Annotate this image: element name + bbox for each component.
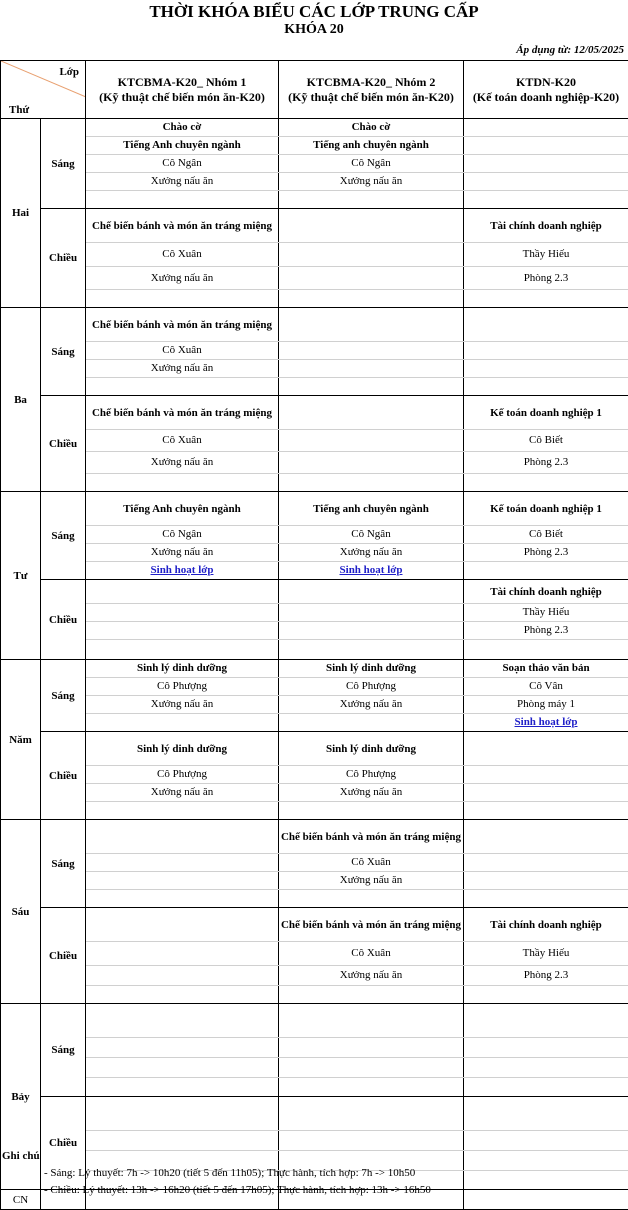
schedule-cell <box>464 1058 628 1078</box>
schedule-cell <box>86 714 279 732</box>
schedule-cell <box>279 430 464 452</box>
table-row <box>1 378 628 396</box>
schedule-cell: Thầy Hiếu <box>464 942 628 966</box>
table-row <box>1 1097 628 1131</box>
schedule-cell <box>279 1097 464 1131</box>
class-name: (Kỹ thuật chế biến món ăn-K20) <box>86 90 278 105</box>
day-label: Bảy <box>1 1004 41 1190</box>
table-row <box>1 820 628 854</box>
schedule-cell <box>279 342 464 360</box>
schedule-cell <box>464 784 628 802</box>
schedule-cell: Xưởng nấu ăn <box>86 360 279 378</box>
table-row <box>1 562 628 580</box>
schedule-cell <box>86 942 279 966</box>
table-row <box>1 209 628 243</box>
schedule-cell: Cô Xuân <box>279 942 464 966</box>
table-row <box>1 544 628 562</box>
schedule-cell: Cô Ngân <box>279 155 464 173</box>
schedule-cell <box>279 209 464 243</box>
schedule-cell <box>464 1004 628 1038</box>
schedule-cell: Xưởng nấu ăn <box>279 544 464 562</box>
table-row <box>1 622 628 640</box>
schedule-cell <box>464 308 628 342</box>
table-row <box>1 474 628 492</box>
day-label: Tư <box>1 492 41 660</box>
notes <box>0 1148 628 1199</box>
schedule-cell <box>279 474 464 492</box>
schedule-cell <box>86 986 279 1004</box>
schedule-cell: Sinh lý dinh dưỡng <box>86 660 279 678</box>
schedule-cell <box>86 622 279 640</box>
schedule-cell: Phòng 2.3 <box>464 544 628 562</box>
schedule-cell <box>464 890 628 908</box>
schedule-cell <box>86 872 279 890</box>
schedule-cell <box>86 854 279 872</box>
schedule-cell: Xưởng nấu ăn <box>279 173 464 191</box>
schedule-cell <box>464 562 628 580</box>
schedule-cell: Tiếng Anh chuyên ngành <box>86 492 279 526</box>
schedule-cell <box>279 714 464 732</box>
table-row <box>1 1004 628 1038</box>
schedule-cell: Soạn thảo văn bản <box>464 660 628 678</box>
schedule-cell: Chế biến bánh và món ăn tráng miệng <box>86 209 279 243</box>
schedule-cell <box>279 604 464 622</box>
schedule-cell <box>464 1038 628 1058</box>
timetable <box>0 60 628 1210</box>
table-row <box>1 678 628 696</box>
session-label: Chiều <box>41 908 86 1004</box>
table-row <box>1 1058 628 1078</box>
session-label: Chiều <box>41 580 86 660</box>
schedule-cell: Cô Phượng <box>86 766 279 784</box>
schedule-cell <box>86 820 279 854</box>
schedule-cell: Cô Xuân <box>86 430 279 452</box>
schedule-cell: Chế biến bánh và món ăn tráng miệng <box>86 396 279 430</box>
table-row <box>1 342 628 360</box>
schedule-cell: Sinh hoạt lớp <box>86 562 279 580</box>
session-label: Sáng <box>41 308 86 396</box>
header-row <box>1 61 628 119</box>
applied-date: Áp dụng từ: 12/05/2025 <box>516 44 624 56</box>
schedule-cell <box>86 290 279 308</box>
schedule-cell: Chế biến bánh và món ăn tráng miệng <box>86 308 279 342</box>
table-row <box>1 526 628 544</box>
schedule-cell <box>279 622 464 640</box>
schedule-cell <box>464 640 628 660</box>
schedule-cell: Cô Biết <box>464 430 628 452</box>
schedule-cell <box>464 474 628 492</box>
schedule-cell: Phòng 2.3 <box>464 267 628 290</box>
schedule-cell: Xưởng nấu ăn <box>86 544 279 562</box>
schedule-cell: Cô Ngân <box>86 526 279 544</box>
schedule-cell <box>464 155 628 173</box>
schedule-cell: Cô Biết <box>464 526 628 544</box>
schedule-cell: Cô Phượng <box>279 678 464 696</box>
table-row <box>1 267 628 290</box>
schedule-cell <box>279 290 464 308</box>
schedule-cell: Chào cờ <box>86 119 279 137</box>
table-row <box>1 966 628 986</box>
schedule-cell: Cô Xuân <box>279 854 464 872</box>
table-row <box>1 119 628 137</box>
schedule-cell: Tiếng anh chuyên ngành <box>279 492 464 526</box>
schedule-cell: Phòng máy 1 <box>464 696 628 714</box>
schedule-cell <box>464 986 628 1004</box>
schedule-cell: Sinh hoạt lớp <box>279 562 464 580</box>
table-row <box>1 604 628 622</box>
schedule-cell: Phòng 2.3 <box>464 966 628 986</box>
schedule-cell: Chế biến bánh và món ăn tráng miệng <box>279 820 464 854</box>
schedule-cell <box>464 802 628 820</box>
schedule-cell <box>279 802 464 820</box>
schedule-cell <box>86 1078 279 1097</box>
table-row <box>1 243 628 267</box>
schedule-cell <box>464 119 628 137</box>
schedule-cell <box>279 1058 464 1078</box>
session-label: Chiều <box>41 396 86 492</box>
schedule-cell: Tiếng anh chuyên ngành <box>279 137 464 155</box>
table-row <box>1 137 628 155</box>
schedule-cell <box>279 640 464 660</box>
schedule-cell <box>464 290 628 308</box>
schedule-cell <box>464 342 628 360</box>
note-line: - Chiều: Lý thuyết: 13h -> 16h20 (tiết 5 đến 17h05); Thực hành, tích hợp: 13h -> 16h50 <box>0 1182 628 1199</box>
table-row <box>1 908 628 942</box>
schedule-cell: Thầy Hiếu <box>464 604 628 622</box>
schedule-cell: Xưởng nấu ăn <box>279 872 464 890</box>
class-code: KTCBMA-K20_ Nhóm 1 <box>86 75 278 90</box>
schedule-cell <box>86 1004 279 1038</box>
schedule-cell <box>86 191 279 209</box>
schedule-cell <box>279 243 464 267</box>
schedule-cell: Tài chính doanh nghiệp <box>464 580 628 604</box>
class-header-3 <box>464 61 628 119</box>
note-line: - Sáng: Lý thuyết: 7h -> 10h20 (tiết 5 đến 11h05); Thực hành, tích hợp: 7h -> 10h50 <box>0 1165 628 1182</box>
schedule-cell <box>464 872 628 890</box>
schedule-cell: Xưởng nấu ăn <box>86 696 279 714</box>
schedule-cell <box>86 378 279 396</box>
schedule-cell <box>279 1004 464 1038</box>
schedule-cell <box>86 1058 279 1078</box>
page-subtitle: KHÓA 20 <box>0 22 628 38</box>
corner-cell <box>1 61 86 119</box>
schedule-cell <box>86 1038 279 1058</box>
schedule-cell <box>464 360 628 378</box>
day-label: Ba <box>1 308 41 492</box>
class-header-1 <box>86 61 279 119</box>
table-row <box>1 732 628 766</box>
schedule-cell <box>86 1097 279 1131</box>
schedule-cell <box>86 966 279 986</box>
class-header-2 <box>279 61 464 119</box>
session-label: Chiều <box>41 732 86 820</box>
table-row <box>1 1038 628 1058</box>
session-label: Chiều <box>41 209 86 308</box>
table-row <box>1 890 628 908</box>
schedule-cell <box>279 267 464 290</box>
schedule-cell: Cô Xuân <box>86 342 279 360</box>
table-row <box>1 308 628 342</box>
header-lop: Lớp <box>59 66 79 78</box>
table-row <box>1 872 628 890</box>
table-row <box>1 660 628 678</box>
table-row <box>1 580 628 604</box>
schedule-cell <box>279 191 464 209</box>
schedule-cell: Xưởng nấu ăn <box>279 696 464 714</box>
schedule-cell: Tiếng Anh chuyên ngành <box>86 137 279 155</box>
page-title: THỜI KHÓA BIỂU CÁC LỚP TRUNG CẤP <box>0 2 628 22</box>
timetable-body <box>1 61 628 1210</box>
day-label: Năm <box>1 660 41 820</box>
schedule-cell: Xưởng nấu ăn <box>279 966 464 986</box>
schedule-cell: Cô Ngân <box>279 526 464 544</box>
schedule-cell: Tài chính doanh nghiệp <box>464 209 628 243</box>
notes-title: Ghi chú <box>0 1148 628 1165</box>
schedule-cell: Cô Vân <box>464 678 628 696</box>
table-row <box>1 696 628 714</box>
schedule-cell <box>279 986 464 1004</box>
table-row <box>1 191 628 209</box>
table-row <box>1 155 628 173</box>
table-row <box>1 360 628 378</box>
schedule-cell: Xưởng nấu ăn <box>86 784 279 802</box>
schedule-cell: Cô Ngân <box>86 155 279 173</box>
schedule-cell: Sinh lý dinh dưỡng <box>279 660 464 678</box>
schedule-cell: Cô Phượng <box>279 766 464 784</box>
schedule-cell <box>86 580 279 604</box>
schedule-cell <box>464 820 628 854</box>
schedule-cell: Sinh hoạt lớp <box>464 714 628 732</box>
schedule-cell: Kế toán doanh nghiệp 1 <box>464 492 628 526</box>
schedule-cell <box>279 378 464 396</box>
schedule-cell: Xưởng nấu ăn <box>86 267 279 290</box>
schedule-cell: Chế biến bánh và món ăn tráng miệng <box>279 908 464 942</box>
header-thu: Thứ <box>9 104 29 116</box>
schedule-cell: Thầy Hiếu <box>464 243 628 267</box>
table-row <box>1 986 628 1004</box>
table-row <box>1 1078 628 1097</box>
table-row <box>1 452 628 474</box>
schedule-cell: Phòng 2.3 <box>464 452 628 474</box>
schedule-cell <box>86 640 279 660</box>
session-label: Sáng <box>41 492 86 580</box>
schedule-cell: Xưởng nấu ăn <box>86 173 279 191</box>
table-row <box>1 802 628 820</box>
schedule-cell <box>464 1097 628 1131</box>
schedule-cell: Xưởng nấu ăn <box>279 784 464 802</box>
table-row <box>1 640 628 660</box>
class-name: (Kế toán doanh nghiệp-K20) <box>464 90 628 105</box>
schedule-cell: Xưởng nấu ăn <box>86 452 279 474</box>
schedule-cell <box>86 890 279 908</box>
schedule-cell <box>464 137 628 155</box>
schedule-cell: Sinh lý dinh dưỡng <box>86 732 279 766</box>
schedule-cell: Chào cờ <box>279 119 464 137</box>
schedule-cell <box>279 890 464 908</box>
schedule-cell <box>279 1078 464 1097</box>
day-label-cn: CN <box>1 1190 41 1210</box>
table-row <box>1 854 628 872</box>
session-label: Chiều <box>41 1097 86 1190</box>
table-row <box>1 766 628 784</box>
schedule-cell <box>279 452 464 474</box>
class-code: KTCBMA-K20_ Nhóm 2 <box>279 75 463 90</box>
schedule-cell <box>86 604 279 622</box>
day-label: Hai <box>1 119 41 308</box>
schedule-cell: Sinh lý dinh dưỡng <box>279 732 464 766</box>
schedule-cell <box>464 191 628 209</box>
table-row <box>1 492 628 526</box>
table-row <box>1 714 628 732</box>
schedule-cell <box>464 854 628 872</box>
day-label: Sáu <box>1 820 41 1004</box>
schedule-cell: Kế toán doanh nghiệp 1 <box>464 396 628 430</box>
schedule-cell <box>86 802 279 820</box>
table-row <box>1 396 628 430</box>
table-row <box>1 290 628 308</box>
schedule-cell <box>464 173 628 191</box>
schedule-cell <box>464 766 628 784</box>
table-row <box>1 942 628 966</box>
session-label: Sáng <box>41 820 86 908</box>
schedule-cell <box>279 360 464 378</box>
schedule-cell <box>86 908 279 942</box>
schedule-cell: Cô Phượng <box>86 678 279 696</box>
schedule-cell <box>464 378 628 396</box>
table-row <box>1 430 628 452</box>
schedule-cell: Cô Xuân <box>86 243 279 267</box>
class-name: (Kỹ thuật chế biến món ăn-K20) <box>279 90 463 105</box>
schedule-cell: Phòng 2.3 <box>464 622 628 640</box>
schedule-cell <box>86 474 279 492</box>
schedule-cell <box>279 308 464 342</box>
schedule-cell <box>279 1038 464 1058</box>
table-row <box>1 173 628 191</box>
table-row <box>1 784 628 802</box>
class-code: KTDN-K20 <box>464 75 628 90</box>
schedule-cell <box>279 396 464 430</box>
schedule-cell <box>464 1078 628 1097</box>
session-label: Sáng <box>41 660 86 732</box>
session-label: Sáng <box>41 119 86 209</box>
schedule-cell <box>279 580 464 604</box>
session-label: Sáng <box>41 1004 86 1097</box>
schedule-cell <box>464 732 628 766</box>
schedule-cell: Tài chính doanh nghiệp <box>464 908 628 942</box>
